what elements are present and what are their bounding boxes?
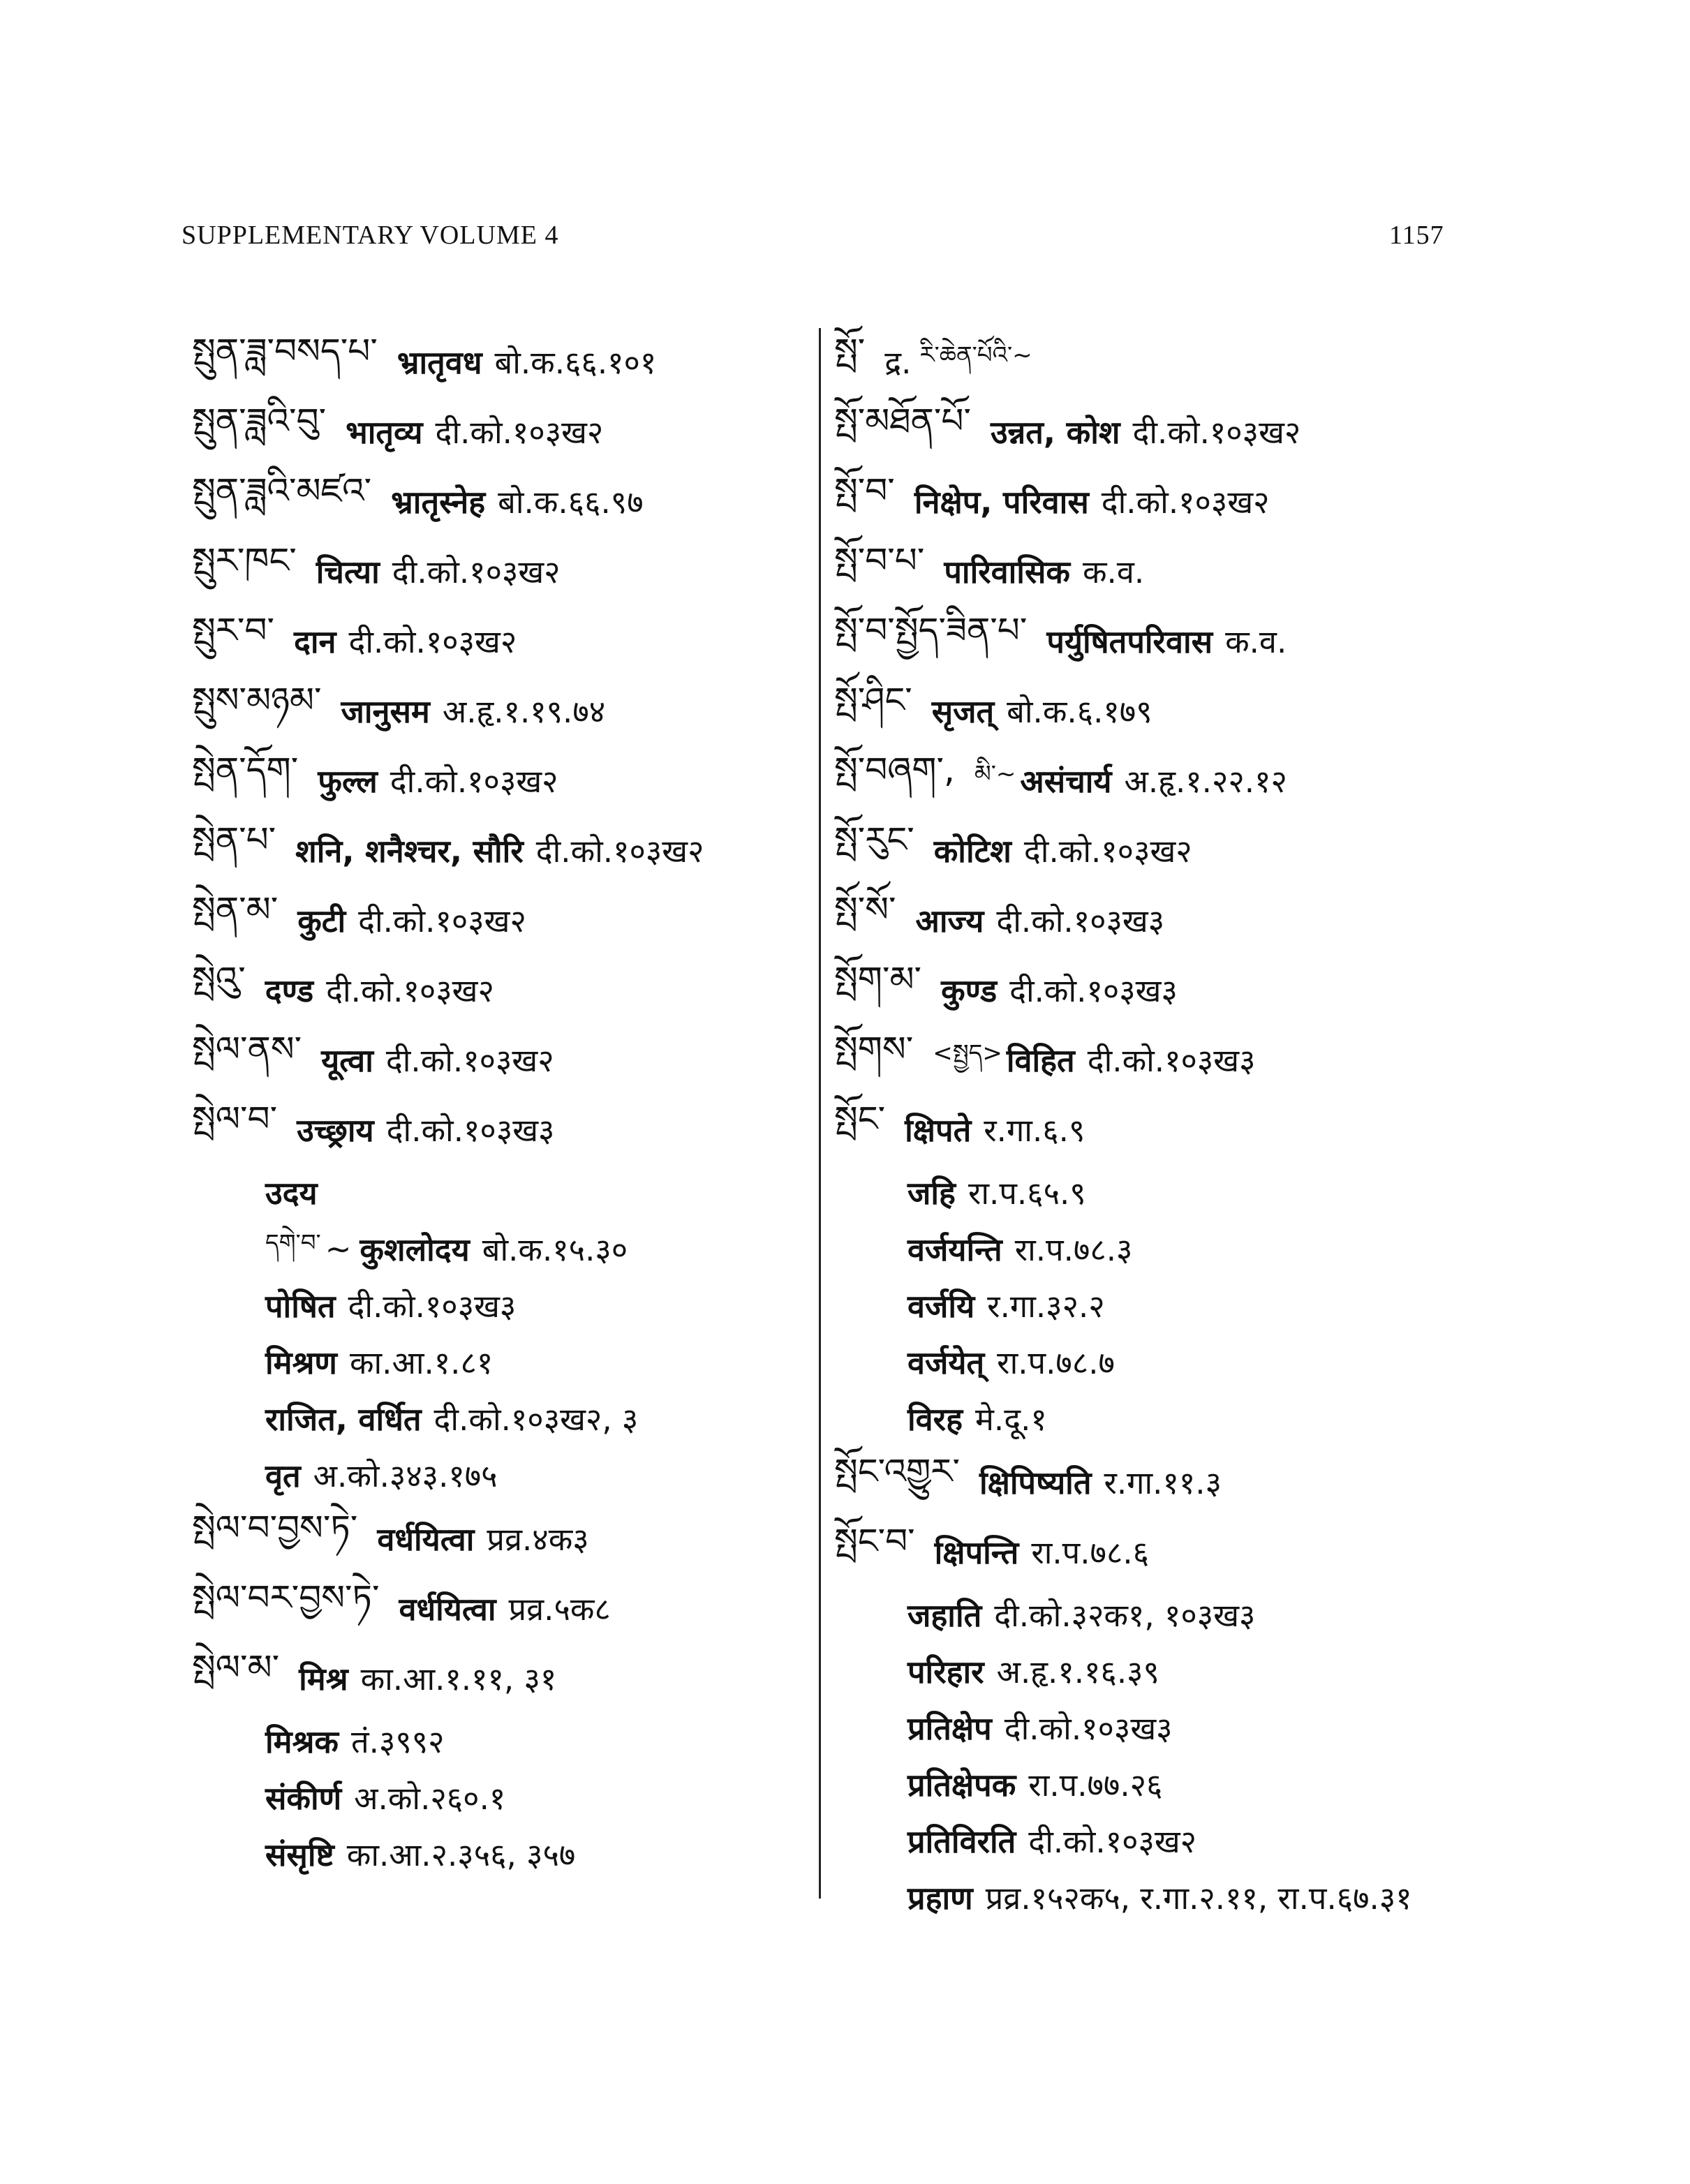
source-reference: प्रव्र.४क३ xyxy=(487,1520,589,1558)
sanskrit-equivalent: उच्छ्राय xyxy=(297,1111,374,1149)
dictionary-entry xyxy=(192,1025,806,1094)
source-reference: दी.को.१०३ख२ xyxy=(385,1041,554,1079)
dictionary-entry xyxy=(834,1094,1539,1164)
sub-entry xyxy=(834,1587,1539,1643)
source-reference: दी.को.१०३ख२ xyxy=(1132,413,1301,451)
source-reference: क.व. xyxy=(1225,623,1287,660)
sanskrit-equivalent: वर्धयित्वा xyxy=(377,1520,475,1558)
sanskrit-equivalent: क्षिपिष्यति xyxy=(979,1464,1092,1501)
tibetan-headword: སྤུན་ཟླ་བསད་པ་ xyxy=(192,331,378,371)
tibetan-headword: སྤོང་འགྱུར་ xyxy=(834,1451,960,1492)
sub-entry xyxy=(192,1713,806,1769)
sanskrit-equivalent: संसृष्टि xyxy=(265,1836,334,1873)
sub-entry xyxy=(834,1164,1539,1221)
dictionary-entry xyxy=(192,536,806,606)
source-reference: बो.क.१५.३० xyxy=(482,1231,628,1268)
source-reference: दी.को.१०३ख२ xyxy=(435,413,604,451)
sub-entry xyxy=(834,1756,1539,1813)
sanskrit-equivalent: वर्जयेत् xyxy=(907,1344,985,1381)
sub-entry xyxy=(192,1164,806,1221)
tibetan-headword: སྤེལ་བ་བྱས་ཏེ་ xyxy=(192,1508,358,1548)
source-reference: रा.प.७७.२६ xyxy=(1028,1767,1163,1804)
source-reference: बो.क.६६.९७ xyxy=(498,483,644,521)
source-reference: मे.दू.१ xyxy=(974,1401,1047,1438)
sub-entry xyxy=(192,1826,806,1882)
tibetan-headword: སྤོག་མ་ xyxy=(834,959,922,1000)
source-reference: का.आ.२.३५६, ३५७ xyxy=(346,1836,576,1873)
left-column xyxy=(192,327,806,1882)
sanskrit-equivalent: कुटी xyxy=(297,902,346,939)
tibetan-headword: སྤེལ་མ་ xyxy=(192,1647,280,1688)
source-reference: दी.को.१०३ख२ xyxy=(390,762,558,800)
tibetan-headword: སྤོ་བ་ xyxy=(834,470,895,511)
tibetan-headword: སྤེལ་བར་བྱས་ཏེ་ xyxy=(192,1577,380,1618)
running-head-title: SUPPLEMENTARY VOLUME 4 xyxy=(181,221,559,250)
cross-reference-marker: द्र. xyxy=(884,343,912,381)
sanskrit-equivalent: प्रहाण xyxy=(907,1880,973,1917)
sub-entry xyxy=(192,1221,806,1277)
source-reference: अ.को.३४३.१७५ xyxy=(313,1457,498,1494)
tibetan-headword: སྤོ་བཞག་, xyxy=(834,750,955,790)
source-reference: र.गा.११.३ xyxy=(1104,1464,1222,1501)
sanskrit-equivalent: दण्ड xyxy=(265,972,314,1009)
dictionary-entry xyxy=(834,745,1539,815)
sub-entry xyxy=(192,1334,806,1390)
source-reference: दी.को.१०३ख३ xyxy=(1009,972,1178,1009)
dictionary-entry xyxy=(192,1573,806,1643)
sanskrit-equivalent: राजित, वर्धित xyxy=(265,1401,422,1438)
sanskrit-equivalent: निक्षेप, परिवास xyxy=(914,483,1089,521)
dictionary-entry xyxy=(834,885,1539,955)
sanskrit-equivalent: विरह xyxy=(907,1401,963,1438)
source-reference: दी.को.१०३ख२, ३ xyxy=(433,1401,639,1438)
sanskrit-equivalent: जहि xyxy=(907,1175,956,1212)
source-reference: रा.प.७८.७ xyxy=(997,1344,1115,1381)
sanskrit-equivalent: यूत्वा xyxy=(321,1041,373,1079)
sanskrit-equivalent: कोटिश xyxy=(933,832,1011,870)
sanskrit-equivalent: जानुसम xyxy=(341,692,430,730)
sub-entry xyxy=(834,1813,1539,1869)
tibetan-headword: སྤོ་མཐོན་པོ་ xyxy=(834,401,971,441)
tibetan-headword: སྤེན་པ་ xyxy=(192,819,276,860)
tilde-mark: ~ xyxy=(325,1231,352,1268)
sub-entry xyxy=(192,1769,806,1826)
source-reference: दी.को.१०३ख२ xyxy=(326,972,494,1009)
dictionary-entry xyxy=(834,1025,1539,1094)
sanskrit-equivalent: वृत xyxy=(265,1457,301,1494)
sub-entry xyxy=(834,1643,1539,1700)
sanskrit-equivalent: मिश्रण xyxy=(265,1344,337,1381)
sub-entry xyxy=(834,1221,1539,1277)
sanskrit-equivalent: क्षिपते xyxy=(905,1111,972,1149)
sanskrit-equivalent: पर्युषितपरिवास xyxy=(1046,623,1213,660)
tibetan-headword: སྤུར་ཁང་ xyxy=(192,540,297,581)
tibetan-headword: སྤུར་བ་ xyxy=(192,610,274,651)
tibetan-prefix: དགེ་བ་ xyxy=(265,1228,321,1257)
source-reference: अ.हृ.१.१६.३९ xyxy=(996,1654,1159,1691)
tibetan-secondary: མི་~ xyxy=(974,760,1016,788)
source-reference: दी.को.१०३ख२ xyxy=(392,553,561,590)
sanskrit-equivalent: मिश्रक xyxy=(265,1723,339,1760)
sanskrit-equivalent: विहित xyxy=(1006,1041,1075,1079)
tibetan-headword: སྤོ་བ་པ་ xyxy=(834,540,925,581)
tibetan-headword: སྤུས་མཉམ་ xyxy=(192,680,322,720)
source-reference: रा.प.७८.३ xyxy=(1014,1231,1133,1268)
source-reference: दी.को.१०३ख२ xyxy=(348,623,517,660)
sanskrit-equivalent: फुल्ल xyxy=(318,762,378,800)
source-reference: का.आ.१.११, ३१ xyxy=(360,1660,557,1698)
dictionary-entry xyxy=(834,1447,1539,1517)
sanskrit-equivalent: पारिवासिक xyxy=(944,553,1070,590)
tibetan-headword: སྤོ་ xyxy=(834,331,866,371)
sub-entry xyxy=(834,1700,1539,1756)
sanskrit-equivalent: दान xyxy=(293,623,336,660)
sanskrit-equivalent: वर्धयित्वा xyxy=(399,1590,496,1628)
source-reference: र.गा.६.९ xyxy=(984,1111,1085,1149)
right-column xyxy=(834,327,1539,1926)
sanskrit-equivalent: उदय xyxy=(265,1175,318,1212)
source-reference: दी.को.१०३ख२ xyxy=(1023,832,1192,870)
source-reference: दी.को.१०३ख३ xyxy=(1004,1710,1173,1747)
sanskrit-equivalent: भ्रातृवध xyxy=(396,343,482,381)
tibetan-headword: སྤོགས་ xyxy=(834,1029,914,1069)
dictionary-entry xyxy=(834,955,1539,1025)
sanskrit-equivalent: परिहार xyxy=(907,1654,984,1691)
sanskrit-equivalent: कुशलोदय xyxy=(360,1231,470,1268)
source-reference: अ.हृ.१.२२.१२ xyxy=(1124,762,1287,800)
source-reference: दी.को.१०३ख३ xyxy=(996,902,1165,939)
sub-entry xyxy=(834,1334,1539,1390)
tibetan-headword: སྤོ་སོ་ xyxy=(834,889,896,930)
tibetan-headword: སྤེལ་བ་ xyxy=(192,1099,278,1139)
sanskrit-equivalent: पोषित xyxy=(265,1288,336,1325)
dictionary-entry xyxy=(192,745,806,815)
sanskrit-equivalent: प्रतिविरति xyxy=(907,1823,1016,1860)
source-reference: रा.प.६५.९ xyxy=(968,1175,1086,1212)
sanskrit-equivalent: उन्नत, कोश xyxy=(990,413,1120,451)
source-reference: र.गा.३२.२ xyxy=(987,1288,1105,1325)
sanskrit-equivalent: संकीर्ण xyxy=(265,1780,342,1817)
source-reference: दी.को.१०३ख३ xyxy=(1087,1041,1256,1079)
sanskrit-equivalent: शनि, शनैश्चर, सौरि xyxy=(295,832,524,870)
tibetan-headword: སྤེན་དོག་ xyxy=(192,750,299,790)
source-reference: बो.क.६.१७९ xyxy=(1007,692,1152,730)
tibetan-secondary: <སྤྱད> xyxy=(933,1039,1002,1067)
tibetan-headword: སྤུན་ཟླའི་བུ་ xyxy=(192,401,327,441)
sanskrit-equivalent: क्षिपन्ति xyxy=(934,1533,1019,1571)
source-reference: दी.को.१०३ख३ xyxy=(386,1111,555,1149)
sub-entry xyxy=(834,1869,1539,1926)
source-reference: दी.को.१०३ख३ xyxy=(348,1288,517,1325)
source-reference: तं.३९९२ xyxy=(351,1723,445,1760)
tibetan-headword: སྤེལ་ནས་ xyxy=(192,1029,302,1069)
source-reference: प्रव्र.१५२क५, र.गा.२.११, रा.प.६७.३१ xyxy=(985,1880,1412,1917)
dictionary-entry xyxy=(834,606,1539,676)
sanskrit-equivalent: असंचार्य xyxy=(1020,762,1112,800)
column-divider xyxy=(819,328,821,1899)
sanskrit-equivalent: प्रतिक्षेप xyxy=(907,1710,992,1747)
source-reference: दी.को.१०३ख२ xyxy=(535,832,704,870)
sanskrit-equivalent: भातृव्य xyxy=(346,413,423,451)
sanskrit-equivalent: प्रतिक्षेपक xyxy=(907,1767,1016,1804)
dictionary-entry xyxy=(192,885,806,955)
source-reference: का.आ.१.८१ xyxy=(349,1344,494,1381)
sanskrit-equivalent: वर्जयन्ति xyxy=(907,1231,1002,1268)
sanskrit-equivalent: वर्जयि xyxy=(907,1288,975,1325)
tibetan-headword: སྤོ་བ་སྤྱོད་ཟིན་པ་ xyxy=(834,610,1028,651)
source-reference: दी.को.१०३ख२ xyxy=(1101,483,1270,521)
sub-entry xyxy=(834,1277,1539,1334)
sanskrit-equivalent: भ्रातृस्नेह xyxy=(391,483,486,521)
source-reference: बो.क.६६.१०१ xyxy=(494,343,657,381)
source-reference: दी.को.१०३ख२ xyxy=(358,902,526,939)
tibetan-headword: སྤོ་ཤིང་ xyxy=(834,680,912,720)
sanskrit-equivalent: चित्या xyxy=(316,553,380,590)
tibetan-secondary: རི་ཆེན་པོའི་~ xyxy=(919,341,1032,369)
source-reference: प्रव्र.५क८ xyxy=(508,1590,611,1628)
tibetan-headword: སྤོང་བ་ xyxy=(834,1521,915,1561)
sanskrit-equivalent: कुण्ड xyxy=(941,972,998,1009)
sanskrit-equivalent: आज्य xyxy=(915,902,984,939)
page-number: 1157 xyxy=(1389,221,1444,250)
source-reference: क.व. xyxy=(1082,553,1145,590)
source-reference: अ.हृ.१.१९.७४ xyxy=(442,692,606,730)
sanskrit-equivalent: मिश्र xyxy=(299,1660,348,1698)
source-reference: दी.को.३२क१, १०३ख३ xyxy=(994,1597,1256,1634)
source-reference: अ.को.२६०.१ xyxy=(354,1780,506,1817)
tibetan-headword: སྤུན་ཟླའི་མཛའ་ xyxy=(192,470,372,511)
sub-entry xyxy=(192,1277,806,1334)
tibetan-headword: སྤེན་མ་ xyxy=(192,889,279,930)
tibetan-headword: སྤོང་ xyxy=(834,1099,886,1139)
sanskrit-equivalent: जहाति xyxy=(907,1597,982,1634)
source-reference: दी.को.१०३ख२ xyxy=(1028,1823,1197,1860)
sanskrit-equivalent: सृजत् xyxy=(931,692,995,730)
tibetan-headword: སྤེའུ་ xyxy=(192,959,246,1000)
sub-entry xyxy=(192,1390,806,1447)
source-reference: रा.प.७८.६ xyxy=(1031,1533,1150,1571)
tibetan-headword: སྤོ་རུང་ xyxy=(834,819,914,860)
dictionary-entry xyxy=(834,396,1539,466)
